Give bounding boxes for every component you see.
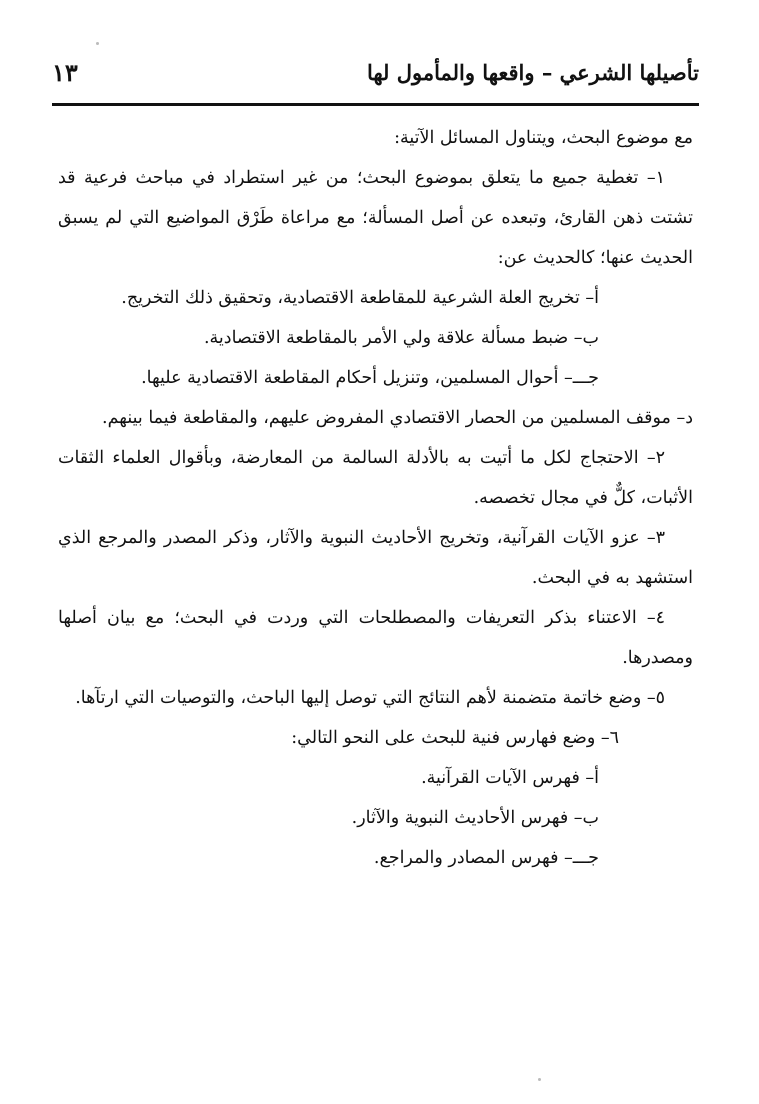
scan-speck [96,42,99,45]
scan-speck [538,1078,541,1081]
item-1-subitem-b: ب– ضبط مسألة علاقة ولي الأمر بالمقاطعة الاقتصادية. [203,328,599,348]
item-1-subitem-d: د– موقف المسلمين من الحصار الاقتصادي المفروض عليهم، والمقاطعة فيما بينهم. [102,408,693,428]
intro-paragraph: مع موضوع البحث، ويتناول المسائل الآتية: [394,128,693,148]
item-2-paragraph: ٢– الاحتجاج لكل ما أتيت به بالأدلة السالمة من المعارضة، وبأقوال العلماء الثقات الأثبات، كلٌّ في مجال تخصصه. [58,448,693,508]
running-title: تأصيلها الشرعي – واقعها والمأمول لها [366,60,699,85]
item-6-subitem-b: ب– فهرس الأحاديث النبوية والآثار. [351,808,599,828]
item-6-subitem-c: جـــ– فهرس المصادر والمراجع. [373,848,599,868]
page-header [52,58,699,100]
item-6-subitem-a: أ– فهرس الآيات القرآنية. [421,768,599,788]
item-5-paragraph: ٥– وضع خاتمة متضمنة لأهم النتائج التي توصل إليها الباحث، والتوصيات التي ارتآها. [75,688,665,708]
item-6-list [58,758,693,878]
header-rule [52,103,699,106]
page-number: ١٣ [52,58,78,87]
item-1-subitem-a: أ– تخريج العلة الشرعية للمقاطعة الاقتصادية، وتحقيق ذلك التخريج. [121,288,599,308]
item-3-paragraph: ٣– عزو الآيات القرآنية، وتخريج الأحاديث النبوية والآثار، وذكر المصدر والمرجع الذي استشهد به في البحث. [58,528,693,588]
item-6-paragraph: ٦– وضع فهارس فنية للبحث على النحو التالي: [291,728,619,748]
item-4-paragraph: ٤– الاعتناء بذكر التعريفات والمصطلحات التي وردت في البحث؛ مع بيان أصلها ومصدرها. [58,608,693,668]
body-text [58,118,693,878]
item-1-paragraph: ١– تغطية جميع ما يتعلق بموضوع البحث؛ من غير استطراد في مباحث فرعية قد تشتت ذهن القارئ، وتبعده عن أصل المسألة؛ مع مراعاة طَرْق المواضيع التي لم يسبق الحديث عنها؛ كالحديث عن: [58,168,693,268]
item-1-subitem-c: جـــ– أحوال المسلمين، وتنزيل أحكام المقاطعة الاقتصادية عليها. [141,368,599,388]
